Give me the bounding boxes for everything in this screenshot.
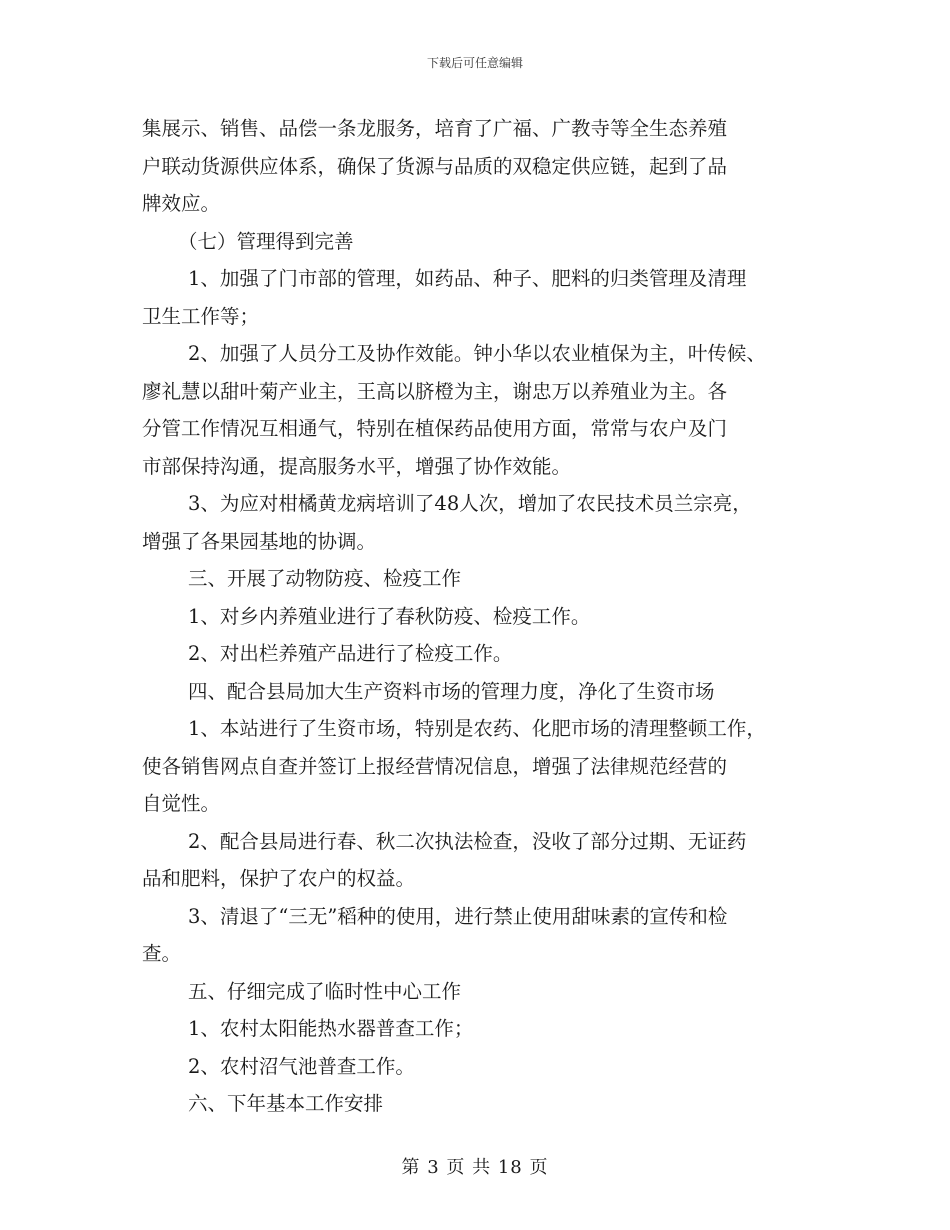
- body-line: 1、农村太阳能热水器普查工作；: [188, 1017, 474, 1040]
- body-line: 集展示、销售、品偿一条龙服务，培育了广福、广教寺等全生态养殖: [142, 117, 728, 140]
- body-line: 使各销售网点自查并签订上报经营情况信息，增强了法律规范经营的: [142, 754, 728, 778]
- body-line: 3、为应对柑橘黄龙病培训了48人次，增加了农民技术员兰宗亮，: [188, 492, 752, 515]
- body-line: 2、对出栏养殖产品进行了检疫工作。: [188, 642, 513, 665]
- body-line: 户联动货源供应体系，确保了货源与品质的双稳定供应链，起到了品: [142, 154, 728, 178]
- body-line: 牌效应。: [142, 192, 221, 215]
- section-heading: 四、配合县局加大生产资料市场的管理力度，净化了生资市场: [188, 679, 715, 703]
- body-line: 品和肥料，保护了农户的权益。: [142, 867, 416, 890]
- body-line: 1、本站进行了生资市场，特别是农药、化肥市场的清理整顿工作，: [188, 717, 766, 740]
- body-line: 分管工作情况互相通气，特别在植保药品使用方面，常常与农户及门: [142, 417, 728, 440]
- body-line: 2、配合县局进行春、秋二次执法检查，没收了部分过期、无证药: [188, 829, 747, 853]
- body-line: 廖礼慧以甜叶菊产业主，王高以脐橙为主，谢忠万以养殖业为主。各: [142, 379, 728, 403]
- section-heading: 五、仔细完成了临时性中心工作: [188, 979, 462, 1003]
- section-heading: 六、下年基本工作安排: [188, 1092, 384, 1115]
- body-line: 1、对乡内养殖业进行了春秋防疫、检疫工作。: [188, 604, 591, 628]
- body-line: 市部保持沟通，提高服务水平，增强了协作效能。: [142, 454, 572, 478]
- page-number-footer: 第 3 页 共 18 页: [401, 1157, 549, 1178]
- section-heading: 三、开展了动物防疫、检疫工作: [188, 567, 462, 590]
- body-line: 卫生工作等；: [142, 304, 260, 328]
- body-line: 查。: [142, 942, 182, 965]
- body-line: 2、加强了人员分工及协作效能。钟小华以农业植保为主，叶传候、: [188, 342, 766, 365]
- body-line: 2、农村沼气池普查工作。: [188, 1054, 415, 1078]
- section-heading: （七）管理得到完善: [178, 229, 354, 253]
- page-header: 下载后可任意编辑: [426, 56, 523, 70]
- document-body: [142, 110, 822, 1123]
- body-line: 增强了各果园基地的协调。: [142, 529, 377, 553]
- body-line: 1、加强了门市部的管理，如药品、种子、肥料的归类管理及清理: [188, 267, 747, 290]
- body-line: 3、清退了“三无”稻种的使用，进行禁止使用甜味素的宣传和检: [188, 904, 728, 928]
- body-line: 自觉性。: [142, 792, 221, 815]
